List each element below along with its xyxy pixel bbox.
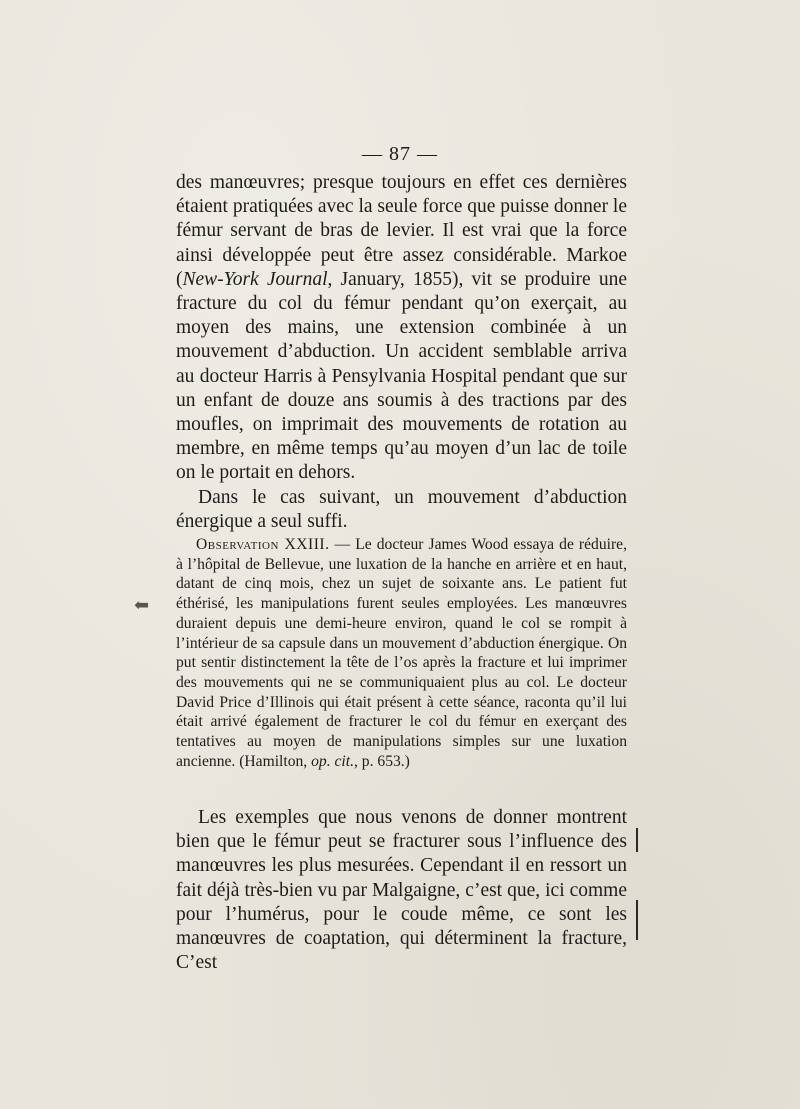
- observation-end: , p. 653.): [354, 752, 410, 770]
- paragraph-3: Les exemples que nous venons de donner montrent bien que le fémur peut se fracturer sous l’influence des manœuvres les plus mesurées. Cependant il en ressort un fait déjà très-bien vu par Malgaigne, c’est que, ici comme pour l’humérus, pour le coude même, ce sont les manœuvres de coaptation, qui déterminent la fracture, C’est: [176, 807, 627, 974]
- paragraph-1: [176, 171, 627, 486]
- main-text-upper: [176, 171, 627, 534]
- margin-mark-icon: ⬅: [134, 595, 150, 615]
- observation-paragraph: [176, 535, 627, 771]
- journal-title: New-York Journal: [182, 268, 328, 290]
- paragraph-1-text: des manœuvres; presque toujours en effet ces dernières étaient pratiquées avec la seule force que puisse donner le fémur servant de bras de levier. Il est vrai que la force ainsi développée peut être assez considérable. Markoe (: [176, 172, 628, 290]
- margin-line-2: [636, 900, 638, 940]
- page-number: — 87 —: [362, 143, 438, 165]
- margin-line-1: [636, 828, 638, 852]
- observation-block: [176, 535, 627, 771]
- observation-citation: op. cit.: [311, 752, 354, 770]
- paragraph-1-rest: , January, 1855), vit se produire une fracture du col du fémur pendant qu’on exerçait, au moyen des mains, une extension combinée à un mouvement d’abduction. Un accident semblable arriva au docteur Harris à Pensylvania Hospital pendant que sur un enfant de douze ans soumis à des tractions par des moufles, on imprimait des mouvements de rotation au membre, en même temps qu’au moyen d’un lac de toile on le portait en dehors.: [176, 268, 627, 484]
- observation-label: Observation XXIII.: [196, 536, 330, 553]
- main-text-lower: [176, 806, 627, 975]
- paragraph-2: Dans le cas suivant, un mouvement d’abduction énergique a seul suffi.: [176, 486, 627, 532]
- observation-text: — Le docteur James Wood essaya de réduire, à l’hôpital de Bellevue, une luxation de la hanche en arrière et en haut, datant de cinq mois, chez un sujet de soixante ans. Le patient fut éthérisé, les manipulations furent seules employées. Les manœuvres duraient depuis une demi-heure environ, quand le col se rompit à l’intérieur de sa capsule dans un mouvement d’abduction énergique. On put sentir distinctement la tête de l’os après la fracture et lui imprimer des mouvements qui ne se communiquaient plus au col. Le docteur David Price d’Illinois qui était présent à cette séance, raconta qu’il lui était arrivé également de fracturer le col du fémur en exerçant des tentatives au moyen de manipulations simples sur une luxation ancienne. (Hamilton,: [176, 536, 627, 770]
